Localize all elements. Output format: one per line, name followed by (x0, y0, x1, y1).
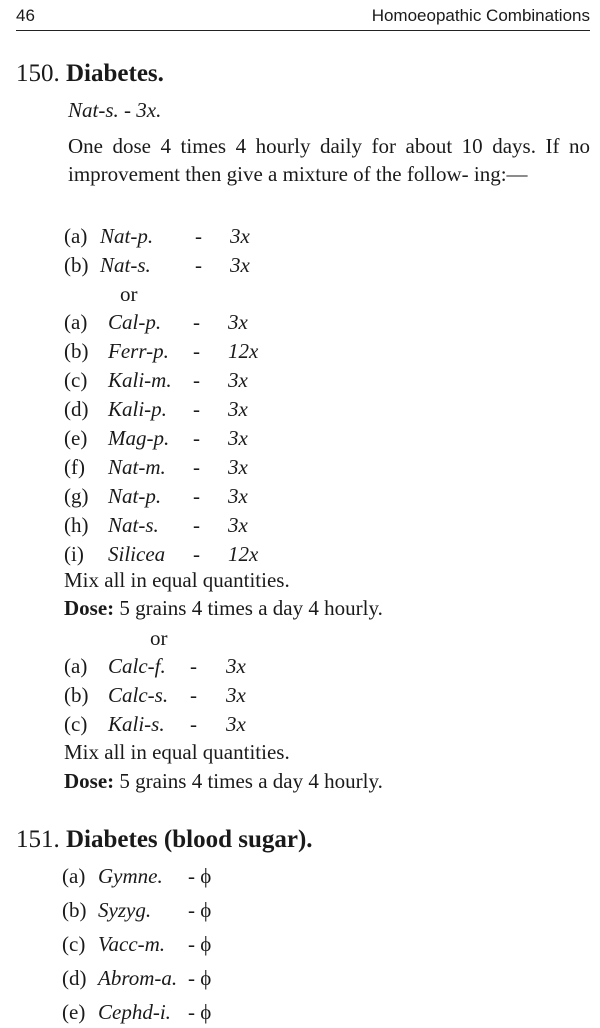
remedy-potency: 12x (228, 339, 259, 363)
section-title: Diabetes (blood sugar). (66, 826, 313, 853)
remedy-label: (e) (64, 426, 88, 450)
remedy-row (0, 341, 600, 365)
remedy-name: Syzyg. (98, 898, 152, 922)
remedy-label: (b) (62, 898, 87, 922)
remedy-potency: - ϕ (188, 864, 212, 888)
remedy-dash: - (190, 683, 197, 707)
mix-instruction: Mix all in equal quantities. (64, 568, 290, 592)
remedy-row (0, 656, 600, 680)
remedy-potency: 12x (228, 542, 259, 566)
page-number: 46 (16, 6, 35, 25)
or-separator: or (120, 282, 138, 306)
remedy-dash: - (190, 654, 197, 678)
dose-label: Dose: (64, 769, 115, 793)
remedy-label: (a) (64, 224, 88, 248)
remedy-dash: - (193, 310, 200, 334)
remedy-row (0, 900, 600, 924)
remedy-name: Abrom-a. (98, 966, 178, 990)
section-150-heading (16, 60, 164, 88)
remedy-row (0, 544, 600, 568)
or-separator: or (150, 626, 168, 650)
dose-text: 5 grains 4 times a day 4 hourly. (119, 769, 383, 793)
remedy-name: Mag-p. (108, 426, 170, 450)
remedy-potency: 3x (226, 654, 246, 678)
remedy-name: Kali-m. (108, 368, 172, 392)
dose-line (64, 598, 383, 619)
remedy-name: Nat-p. (108, 484, 162, 508)
remedy-label: (a) (64, 310, 88, 334)
page-header (16, 4, 590, 31)
remedy-dash: - (193, 513, 200, 537)
remedy-potency: - ϕ (188, 898, 212, 922)
remedy-label: (i) (64, 542, 84, 566)
remedy-potency: 3x (228, 397, 248, 421)
remedy-dash: - (193, 339, 200, 363)
remedy-potency: 3x (228, 455, 248, 479)
remedy-dash: - (193, 368, 200, 392)
remedy-dash: - (193, 397, 200, 421)
instruction-paragraph: One dose 4 times 4 hourly daily for about 10 days. If no improvement then give a mixture of the follow- ing:— (68, 134, 590, 186)
remedy-row (0, 714, 600, 738)
remedy-potency: 3x (228, 368, 248, 392)
remedy-name: Nat-m. (108, 455, 166, 479)
section-number: 151. (16, 826, 60, 853)
remedy-potency: - ϕ (188, 966, 212, 990)
remedy-potency: 3x (228, 426, 248, 450)
remedy-name: Nat-s. (108, 513, 159, 537)
remedy-label: (f) (64, 455, 85, 479)
remedy-name: Vacc-m. (98, 932, 166, 956)
dose-line (64, 771, 383, 792)
remedy-row (0, 312, 600, 336)
remedy-row (0, 515, 600, 539)
remedy-name: Ferr-p. (108, 339, 169, 363)
remedy-potency: 3x (230, 253, 250, 277)
remedy-potency: - ϕ (188, 1000, 212, 1024)
running-title: Homoeopathic Combinations (371, 6, 590, 25)
remedy-label: (d) (62, 966, 87, 990)
section-title: Diabetes. (66, 60, 164, 87)
remedy-potency: 3x (226, 712, 246, 736)
dose-label: Dose: (64, 596, 115, 620)
remedy-label: (a) (64, 654, 88, 678)
remedy-potency: 3x (230, 224, 250, 248)
remedy-name: Calc-f. (108, 654, 166, 678)
remedy-label: (a) (62, 864, 86, 888)
remedy-dash: - (193, 542, 200, 566)
section-151-heading (16, 826, 313, 854)
remedy-dash: - (193, 455, 200, 479)
remedy-name: Calc-s. (108, 683, 169, 707)
remedy-label: (g) (64, 484, 89, 508)
remedy-potency: 3x (228, 513, 248, 537)
remedy-dash: - (195, 253, 202, 277)
remedy-row (0, 968, 600, 992)
remedy-name: Gymne. (98, 864, 163, 888)
remedy-dash: - (193, 484, 200, 508)
remedy-name: Nat-s. (100, 253, 151, 277)
primary-remedy: Nat-s. - 3x. (68, 98, 162, 122)
remedy-row (0, 1002, 600, 1026)
remedy-label: (c) (62, 932, 86, 956)
remedy-name: Kali-s. (108, 712, 165, 736)
remedy-potency: 3x (228, 484, 248, 508)
mix-instruction: Mix all in equal quantities. (64, 740, 290, 764)
remedy-label: (b) (64, 683, 89, 707)
remedy-row (0, 399, 600, 423)
dose-text: 5 grains 4 times a day 4 hourly. (119, 596, 383, 620)
remedy-label: (b) (64, 253, 89, 277)
remedy-row (0, 226, 600, 250)
remedy-label: (e) (62, 1000, 86, 1024)
remedy-potency: 3x (228, 310, 248, 334)
remedy-name: Kali-p. (108, 397, 167, 421)
remedy-dash: - (195, 224, 202, 248)
remedy-label: (b) (64, 339, 89, 363)
remedy-row (0, 428, 600, 452)
remedy-dash: - (190, 712, 197, 736)
remedy-label: (h) (64, 513, 89, 537)
remedy-name: Silicea (108, 542, 166, 566)
remedy-row (0, 457, 600, 481)
remedy-row (0, 486, 600, 510)
remedy-name: Cal-p. (108, 310, 162, 334)
remedy-row (0, 934, 600, 958)
remedy-label: (d) (64, 397, 89, 421)
remedy-row (0, 866, 600, 890)
section-number: 150. (16, 60, 60, 87)
remedy-potency: - ϕ (188, 932, 212, 956)
remedy-potency: 3x (226, 683, 246, 707)
remedy-name: Nat-p. (100, 224, 154, 248)
remedy-row (0, 370, 600, 394)
remedy-row (0, 255, 600, 279)
remedy-name: Cephd-i. (98, 1000, 171, 1024)
remedy-label: (c) (64, 712, 88, 736)
remedy-dash: - (193, 426, 200, 450)
remedy-label: (c) (64, 368, 88, 392)
remedy-row (0, 685, 600, 709)
